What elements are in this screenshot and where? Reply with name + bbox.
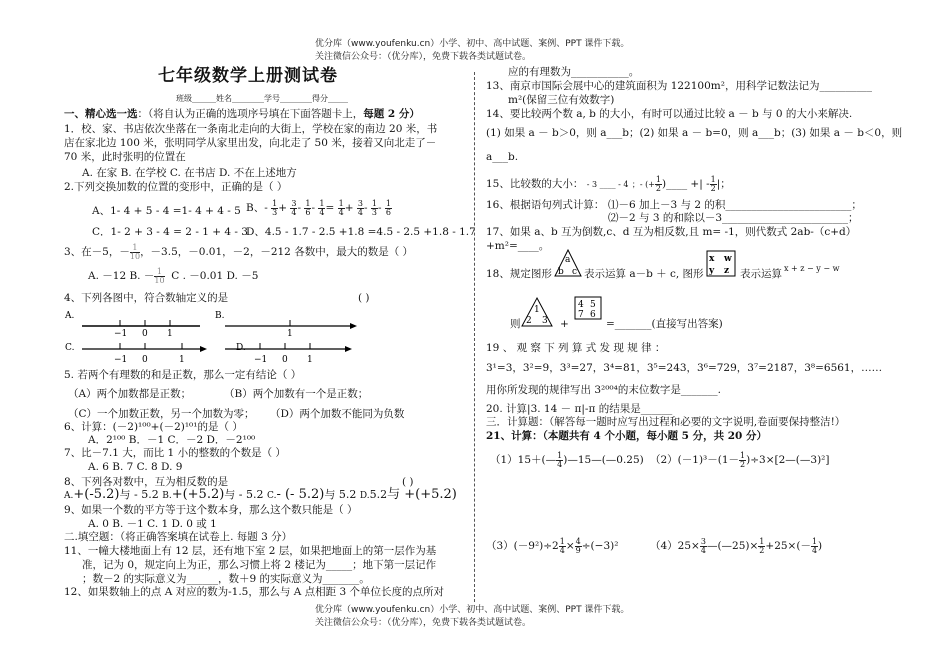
- q8-stem: 8、下列各对数中，互为相反数的是: [64, 476, 229, 488]
- footer-line-1: 优分库（www.youfenku.cn）小学、初中、高中试题、案例、PPT 课件下载。: [315, 605, 630, 615]
- q18-square: [706, 250, 738, 278]
- q18-tri2-3: 3: [542, 316, 548, 326]
- q18-tri-c: c: [572, 267, 578, 277]
- q21-heading: 21、计算：（本题共有 4 个小题，每小题 5 分，共 20 分）: [486, 430, 768, 442]
- q3-options: A. －12 B. － $\frac{1}{10}$ C . －0.01 D. －5: [88, 267, 259, 285]
- q2-b-frac3: $\frac{1}{6}$: [305, 199, 311, 217]
- q21-p2-frac: $\frac{1}{2}$: [740, 451, 746, 469]
- q5-option-c: （C）一个加数正数，另一个加数为零；: [68, 408, 255, 420]
- q9-stem: 9、如果一个数的平方等于这个数本身，那么这个数只能是（ ）: [64, 504, 358, 516]
- q18-mid: 表示运算 a－b ＋ c, 图形: [584, 268, 704, 280]
- q9-options: A. 0 B. －1 C. 1 D. 0 或 1: [88, 518, 217, 530]
- q21-p4-frac1: $\frac{3}{4}$: [700, 537, 706, 555]
- q21-part2: （2）(－1)³－(1－ $\frac{1}{2}$ )÷3×[2—(—3)²]: [650, 451, 830, 469]
- q21-p4-frac2: $\frac{1}{2}$: [759, 537, 765, 555]
- q18-tri-a: a: [565, 255, 571, 265]
- q4-a-tick-1: −1: [114, 329, 128, 339]
- q1-line3: 70 米，此时张明的位置在: [64, 151, 186, 163]
- q3-opt-frac: $\frac{1}{10}$: [154, 267, 165, 285]
- q2-option-c: C．1- 2 + 3 - 4 = 2 - 1 + 4 - 3: [92, 226, 248, 238]
- q18-sq-x: x: [709, 254, 715, 264]
- q21-p3-frac2: $\frac{4}{9}$: [575, 537, 581, 555]
- q3-frac: $\frac{1}{10}$: [129, 243, 141, 261]
- q18-pre: 18、规定图形: [486, 268, 552, 280]
- q14-stem: 14、要比较两个数 a, b 的大小，有时可以通过比较 a － b 与 0 的大小来解决.: [486, 108, 853, 120]
- q2-b-frac1: $\frac{1}{3}$: [272, 199, 278, 217]
- q18-sq-y: y: [709, 266, 715, 276]
- section2-heading: 二.填空题：（将正确答案填在试卷上. 每题 3 分）: [64, 531, 293, 543]
- q18-triangle: [553, 248, 583, 278]
- q19-stem: 19 、 观 察 下 列 算 式 发 现 规 律 ：: [486, 342, 666, 354]
- header-line-1: 优分库（www.youfenku.cn）小学、初中、高中试题、案例、PPT 课件下载。: [315, 39, 630, 49]
- q2-option-b: B、- $\frac{1}{3}$ + $\frac{3}{4}$ - $\frac{1}{6}$ - $\frac{1}{4}$ = $\frac{1}{4}$ + $\frac{3}{4}$ - $\frac{1}{3}$ - $\frac{1}{6}$: [246, 199, 391, 217]
- q4-number-lines: [60, 306, 360, 368]
- q4-stem: 4、下列各图中，符合数轴定义的是: [64, 292, 229, 304]
- q18-sq-z: z: [724, 266, 730, 276]
- page-title: 七年级数学上册测试卷: [158, 66, 338, 86]
- q18-then: 则: [510, 318, 521, 330]
- q18-sq2-4: 4: [578, 300, 584, 310]
- q4-label-d: D.: [236, 343, 246, 353]
- q18-plus: +: [560, 318, 569, 330]
- section1-heading: [64, 108, 420, 121]
- q5-option-a: （A）两个加数都是正数；: [68, 388, 192, 400]
- q20-stem: 20. 计算|3. 14 － π|-π 的结果是______: [486, 403, 673, 415]
- section1-title: 一、精心选一选: [64, 108, 138, 120]
- q2-b-frac2: $\frac{3}{4}$: [291, 199, 297, 217]
- q2-b-frac6: $\frac{3}{4}$: [357, 199, 363, 217]
- q18-tri2-2: 2: [526, 316, 532, 326]
- q16-stem: 16、根据语句列式计算：: [486, 199, 605, 211]
- q4-b-arrow: [350, 323, 357, 329]
- q1-line2: 店在家北边 100 米，张明同学从家里出发，向北走了 50 米，接着又向北走了－: [64, 137, 437, 149]
- q13-line1: 13、南京市国际会展中心的建筑面积为 122100m²，用科学记数法记为__________: [486, 80, 872, 92]
- q2-b-frac4: $\frac{1}{4}$: [319, 199, 325, 217]
- q4-label-c: C.: [65, 343, 75, 353]
- q18-sq2-5: 5: [590, 300, 596, 310]
- q11-line3: ；数－2 的实际意义为______，数＋9 的实际意义为_______。: [82, 573, 370, 585]
- section1-colon: ：: [137, 108, 148, 120]
- section1-instr: （将自认为正确的选项序号填在下面答题卡上，: [148, 108, 364, 120]
- q15-part3: )____ +| -: [662, 178, 710, 190]
- q2-b-label: B、: [246, 202, 265, 214]
- q4-label-a: A.: [65, 311, 75, 321]
- q4-c-tick-0: 0: [142, 355, 148, 365]
- q7-options: A. 6 B. 7 C. 8 D. 9: [88, 461, 183, 473]
- q18-square2: [574, 296, 604, 322]
- q15-part2: ；- (+: [631, 180, 655, 189]
- q21-part1: （1）15＋(— $\frac{1}{4}$ )—15—(—0.25): [490, 451, 644, 469]
- q5-stem: 5. 若两个有理数的和是正数，那么一定有结论（ ）: [64, 369, 302, 381]
- q4-d-tick-1: −1: [254, 355, 268, 365]
- q2-b-frac5: $\frac{1}{4}$: [338, 199, 344, 217]
- q18-tri2-1: 1: [534, 305, 540, 315]
- q21-part4: （4）25× $\frac{3}{4}$ —(—25)× $\frac{1}{2}$ +25×(－ $\frac{1}{4}$ ): [650, 537, 823, 555]
- q4-c-tick-1: −1: [114, 355, 128, 365]
- q4-d-arrow: [345, 346, 352, 352]
- q16-line2: ⑵－2 与 3 的和除以－3________________________；: [608, 212, 859, 224]
- q21-p4-frac3: $\frac{1}{4}$: [811, 537, 818, 555]
- q1-line1: 1．校、家、书店依次坐落在一条南北走向的大街上，学校在家的南边 20 米，书: [64, 123, 438, 135]
- q4-label-b: B.: [215, 311, 225, 321]
- q15-part1: - 3 ____ - 4: [586, 180, 629, 189]
- q2-b-frac8: $\frac{1}{6}$: [385, 199, 391, 217]
- q17-line2: +m²=____。: [486, 240, 550, 252]
- q18-triangle2: [520, 296, 554, 328]
- q1-options: A. 在家 B. 在学校 C. 在书店 D. 不在上述地方: [82, 167, 297, 179]
- q4-b-tick-1: 1: [287, 329, 293, 339]
- q4-d-tick-p1: 1: [307, 355, 313, 365]
- q18-sq2-6: 6: [590, 310, 596, 320]
- q15-frac2: $\frac{1}{2}$: [710, 175, 716, 193]
- q11-line2: 准，记为 0，规定向上为正，那么习惯上将 2 楼记为_____；地下第一层记作: [82, 559, 437, 571]
- q4-a-tick-0: 0: [142, 329, 148, 339]
- q15-stem: 15、比较数的大小： - 3 ____ - 4 ；- (+ $\frac{1}{2}$ )____ +| - $\frac{1}{2}$ |；: [486, 175, 731, 193]
- q8-options: A.+(-5.2)与 - 5.2 B.+(+5.2)与 - 5.2 C.- (- 5.2)与 5.2 D.5.2与 +(+5.2): [64, 487, 457, 502]
- q2-option-a: A、1- 4 + 5 - 4 =1- 4 + 4 - 5: [92, 205, 241, 217]
- q18-post: 表示运算: [740, 268, 782, 280]
- q21-p1-frac: $\frac{1}{4}$: [557, 451, 563, 469]
- q18-sq-w: w: [724, 254, 732, 264]
- q2-b-frac7: $\frac{1}{3}$: [371, 199, 377, 217]
- q12-line2: 应的有理数为___________。: [508, 66, 640, 78]
- q18-eq: =_______(直接写出答案): [606, 318, 723, 330]
- column-divider: [474, 72, 475, 602]
- q15-frac1: $\frac{1}{2}$: [655, 175, 661, 193]
- q3-stem: 3、在－5，－ $\frac{1}{10}$ ，－3.5，－0.01，－2，－212 各数中，最大的数是（ ）: [64, 243, 414, 261]
- q18-sq2-7: 7: [578, 310, 584, 320]
- footer-line-2: 关注微信公众号：（优分库），免费下载各类试题试卷。: [315, 618, 532, 628]
- q2-stem: 2.下列交换加数的位置的变形中，正确的是（ ）: [64, 181, 288, 193]
- q6-stem: 6、计算：(－2)¹⁰⁰+(－2)¹⁰¹的是（ ）: [64, 421, 243, 433]
- q13-line2: m²(保留三位有效数字): [508, 94, 615, 106]
- q17-line1: 17、如果 a、b 互为倒数,c、d 互为相反数,且 m= -1，则代数式 2ab-（c+d）: [486, 226, 857, 238]
- q8-paren: ( ): [402, 476, 414, 488]
- q4-c-arrow: [200, 346, 207, 352]
- header-line-2: 关注微信公众号：（优分库），免费下载各类试题试卷。: [315, 52, 532, 62]
- q4-d-tick-0: 0: [282, 355, 288, 365]
- q12-line1: 12、如果数轴上的点 A 对应的数为-1.5，那么与 A 点相距 3 个单位长度的点所对: [64, 586, 444, 598]
- q19-powers: 3¹=3，3²=9，3³=27，3⁴=81，3⁵=243，3⁶=729，3⁷=2187，3⁸=6561，……: [486, 362, 883, 374]
- q7-stem: 7、比－7.1 大，而比 1 小的整数的个数是（ ）: [64, 447, 286, 459]
- q15-part4: |；: [716, 178, 731, 190]
- q19-ask: 用你所发现的规律写出 3²⁰⁰⁴的末位数字是_______.: [486, 384, 721, 396]
- q14-parts: (1) 如果 a － b＞0，则 a___b；(2) 如果 a － b=0，则 a___b；(3) 如果 a － b＜0，则: [486, 127, 903, 139]
- q5-option-d: （D）两个加数不能同为负数: [270, 408, 405, 420]
- q6-options: A．2¹⁰⁰ B．－1 C．－2 D．－2¹⁰⁰: [88, 434, 256, 446]
- q4-a-tick-p1: 1: [167, 329, 173, 339]
- q16-line1: ⑴－6 加上－3 与 2 的积________________________；: [608, 199, 862, 211]
- q18-tri-b: b: [558, 267, 564, 277]
- q18-expr: x + z − y − w: [784, 264, 840, 273]
- q2-option-d: D、4.5 - 1.7 - 2.5 +1.8 =4.5 - 2.5 +1.8 - 1.7: [246, 226, 476, 238]
- q4-paren: ( ): [358, 292, 370, 304]
- q4-c-tick-p1: 1: [179, 355, 185, 365]
- q21-part3: （3）(－9²)÷2 $\frac{1}{4}$ × $\frac{4}{9}$ ÷(−3)²: [486, 537, 619, 555]
- q5-option-b: （B）两个加数有一个是正数；: [224, 388, 369, 400]
- section3-heading: 三．计算题：（解答每一题时应写出过程和必要的文字说明,卷面要保持整洁!）: [486, 416, 846, 428]
- q21-p3-frac1: $\frac{1}{4}$: [559, 537, 565, 555]
- student-info: 班级______姓名________学号________得分_____: [176, 94, 348, 103]
- q11-line1: 11、一幢大楼地面上有 12 层，还有地下室 2 层，如果把地面上的第一层作为基: [64, 545, 437, 557]
- section1-score: 每题 2 分）: [363, 108, 420, 120]
- q14-tail: a___b.: [486, 151, 519, 163]
